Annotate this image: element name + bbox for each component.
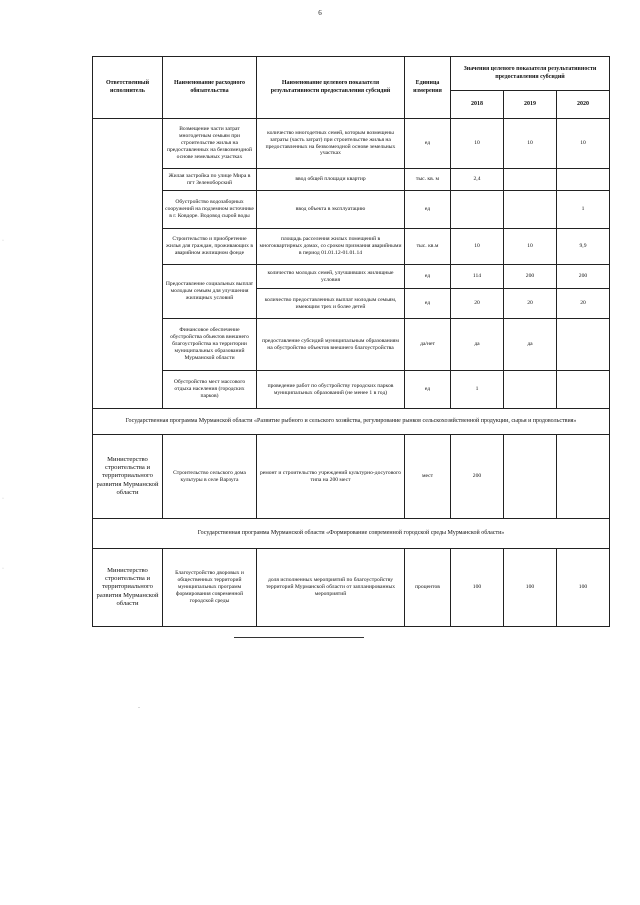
indicator-cell: количество многодетных семей, которым возмещены затраты (часть затрат) при строительстве жилья на предоставленных на безвозмездной основе земельных участках [257, 119, 405, 169]
indicator-cell: количество предоставленных выплат молодым семьям, имеющим трех и более детей [257, 289, 405, 319]
value-2019-cell [504, 169, 557, 191]
table-row [93, 119, 610, 169]
value-2020-cell [557, 319, 610, 371]
targets-table [92, 56, 610, 627]
obligation-cell: Обустройство мест массового отдыха населения (городских парков) [163, 371, 257, 409]
unit-cell: ед [405, 191, 451, 229]
value-2018-cell: да [451, 319, 504, 371]
unit-cell: ед [405, 265, 451, 289]
header-year-2018: 2018 [451, 91, 504, 119]
header-responsible: Ответственный исполнитель [93, 57, 163, 119]
unit-cell: процентов [405, 549, 451, 627]
value-2018-cell: 20 [451, 289, 504, 319]
value-2019-cell: 10 [504, 119, 557, 169]
table-row [93, 169, 610, 191]
responsible-cell: Министерство строительства и территориального развития Мурманской области [93, 549, 163, 627]
table-row [93, 319, 610, 371]
indicator-cell: проведение работ по обустройству городских парков муниципальных образований (не менее 1 в год) [257, 371, 405, 409]
obligation-cell: Строительство и приобретение жилья для граждан, проживающих в аварийном жилищном фонде [163, 229, 257, 265]
table-row [93, 229, 610, 265]
value-2020-cell: 100 [557, 549, 610, 627]
value-2019-cell: 200 [504, 265, 557, 289]
scan-mark: · [2, 238, 4, 244]
obligation-cell: Благоустройство дворовых и общественных территорий муниципальных программ формирования современной городской среды [163, 549, 257, 627]
scan-mark: · [2, 566, 4, 572]
value-2018-cell: 200 [451, 435, 504, 519]
table-row [93, 191, 610, 229]
indicator-cell: ввод общей площади квартир [257, 169, 405, 191]
obligation-cell: Финансовое обеспечение обустройства объектов внешнего благоустройства на территории муниципальных образований Мурманской области [163, 319, 257, 371]
value-2019-cell: да [504, 319, 557, 371]
value-2018-cell: 10 [451, 229, 504, 265]
table-row [93, 265, 610, 289]
value-2020-cell: 1 [557, 191, 610, 229]
indicator-cell: площадь расселения жилых помещений в многоквартирных домах, со сроком признания аварийными в период 01.01.12-01.01.14 [257, 229, 405, 265]
unit-cell: тыс. кв.м [405, 229, 451, 265]
closing-line [234, 637, 364, 638]
program-title-row [93, 519, 610, 549]
value-2020-cell: 10 [557, 119, 610, 169]
unit-cell: ед [405, 289, 451, 319]
indicator-cell: доля исполненных мероприятий по благоустройству территорий Мурманской области от запланированных мероприятий [257, 549, 405, 627]
value-2018-cell: 100 [451, 549, 504, 627]
value-2019-cell: 10 [504, 229, 557, 265]
header-year-2019: 2019 [504, 91, 557, 119]
value-2018-cell [451, 191, 504, 229]
value-2019-cell [504, 191, 557, 229]
program-title: Государственная программа Мурманской области «Формирование современной городской среды Мурманской области» [93, 519, 610, 549]
header-row [93, 57, 610, 91]
value-2019-cell: 100 [504, 549, 557, 627]
header-indicator: Наименование целевого показателя результативности предоставления субсидий [257, 57, 405, 119]
value-2019-cell [504, 371, 557, 409]
table-row [93, 371, 610, 409]
value-2019-cell [504, 435, 557, 519]
obligation-cell: Предоставление социальных выплат молодым семьям для улучшения жилищных условий [163, 265, 257, 319]
scan-mark: · [2, 496, 4, 502]
program-title-row [93, 409, 610, 435]
unit-cell: ед [405, 119, 451, 169]
unit-cell: ед [405, 371, 451, 409]
program-title: Государственная программа Мурманской области «Развитие рыбного и сельского хозяйства, регулирование рынков сельскохозяйственной продукции, сырья и продовольствия» [93, 409, 610, 435]
obligation-cell: Возмещение части затрат многодетным семьям при строительстве жилья на предоставленных на безвозмездной основе земельных участках [163, 119, 257, 169]
indicator-cell: ремонт и строительство учреждений культурно-досугового типа на 200 мест [257, 435, 405, 519]
header-year-2020: 2020 [557, 91, 610, 119]
header-obligation: Наименование расходного обязательства [163, 57, 257, 119]
value-2020-cell [557, 169, 610, 191]
obligation-cell: Жилая застройка по улице Мира в пгт Зеленоборский [163, 169, 257, 191]
responsible-cell: Министерство строительства и территориального развития Мурманской области [93, 435, 163, 519]
value-2020-cell [557, 371, 610, 409]
responsible-cell-empty [93, 119, 163, 409]
header-unit: Единица измерения [405, 57, 451, 119]
value-2020-cell: 200 [557, 265, 610, 289]
value-2018-cell: 10 [451, 119, 504, 169]
obligation-cell: Строительство сельского дома культуры в селе Варзуга [163, 435, 257, 519]
value-2018-cell: 114 [451, 265, 504, 289]
table-row [93, 549, 610, 627]
value-2019-cell: 20 [504, 289, 557, 319]
page-number: 6 [318, 9, 322, 17]
table-row [93, 435, 610, 519]
header-values-group: Значения целевого показателя результативности предоставления субсидий [451, 57, 610, 91]
value-2020-cell [557, 435, 610, 519]
indicator-cell: количество молодых семей, улучшивших жилищные условия [257, 265, 405, 289]
unit-cell: мест [405, 435, 451, 519]
obligation-cell: Обустройство водозаборных сооружений на подземном источнике в г. Ковдоре. Водовод сырой воды [163, 191, 257, 229]
value-2018-cell: 1 [451, 371, 504, 409]
value-2020-cell: 20 [557, 289, 610, 319]
unit-cell: тыс. кв. м [405, 169, 451, 191]
value-2018-cell: 2,4 [451, 169, 504, 191]
scan-mark: - [138, 705, 140, 711]
value-2020-cell: 9,9 [557, 229, 610, 265]
indicator-cell: предоставление субсидий муниципальным образованиям на обустройство объектов внешнего благоустройства [257, 319, 405, 371]
indicator-cell: ввод объекта в эксплуатацию [257, 191, 405, 229]
unit-cell: да/нет [405, 319, 451, 371]
